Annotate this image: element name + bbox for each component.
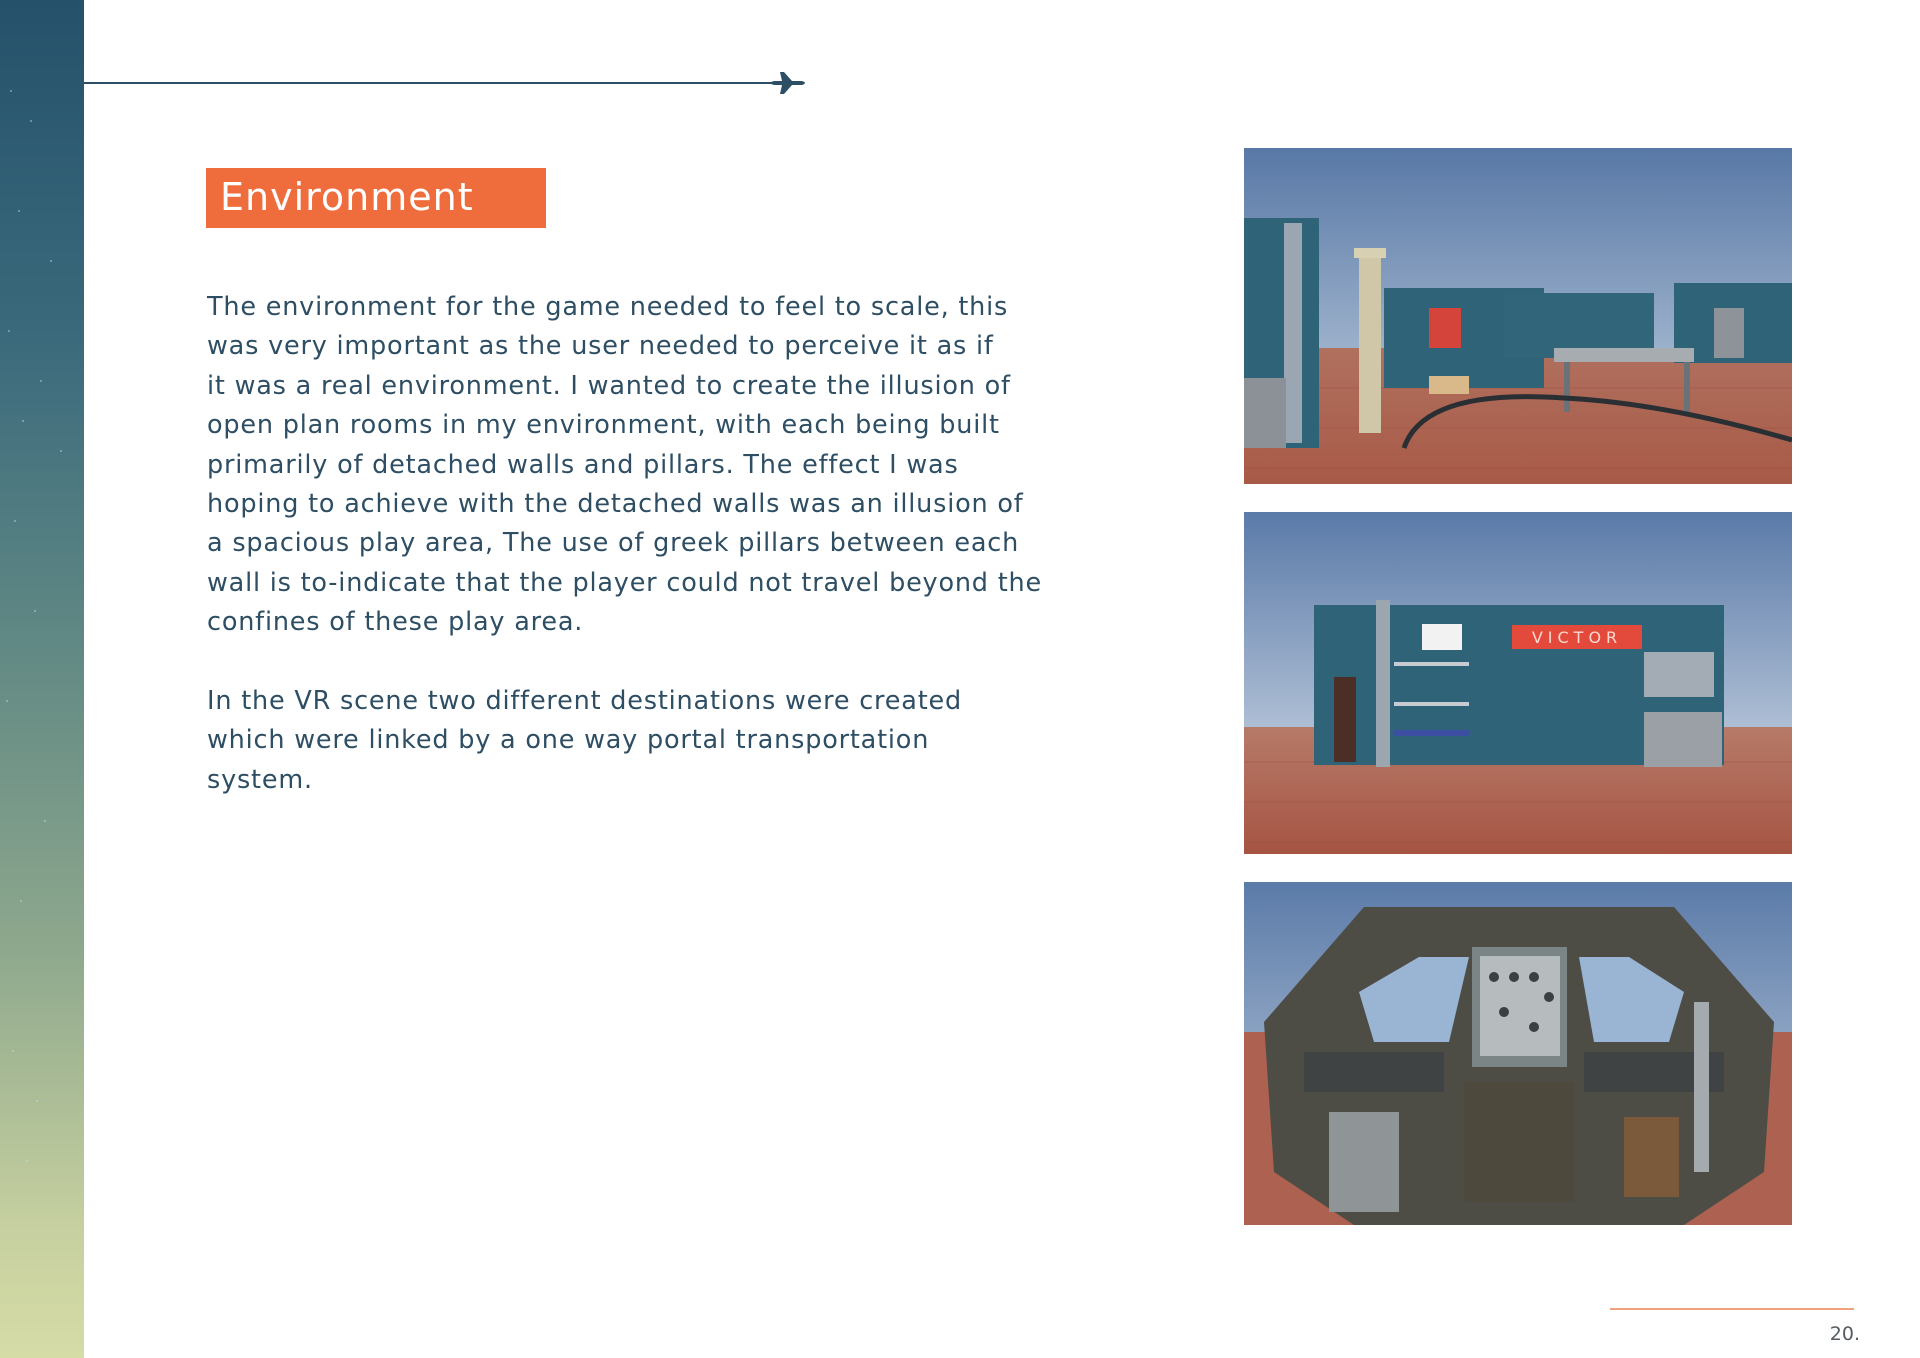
page-number: 20. xyxy=(1829,1323,1860,1345)
section-heading-box xyxy=(206,168,546,228)
footer-divider-line xyxy=(1610,1308,1854,1310)
section-heading: Environment xyxy=(220,175,474,219)
top-divider-line xyxy=(84,82,774,84)
decorative-side-strip xyxy=(0,0,84,1358)
paragraph-1: The environment for the game needed to feel to scale, this was very important as the user needed to perceive it as if it was a real environment. I wanted to create the illusion of open plan rooms in my environment, with each being built primarily of detached walls and pillars. The effect I was hoping to achieve with the detached walls was an illusion of a spacious play area, The use of greek pillars between each wall is to-indicate that the player could not travel beyond the confines of these play area. xyxy=(207,292,1042,638)
screenshot-cockpit xyxy=(1244,882,1792,1225)
screenshot-victor-wall xyxy=(1244,512,1792,854)
screenshot-lab-environment xyxy=(1244,148,1792,484)
body-text xyxy=(207,288,1087,840)
victor-sign: VICTOR xyxy=(1531,628,1623,647)
paragraph-2: In the VR scene two different destinations were created which were linked by a one way portal transportation system. xyxy=(207,686,962,795)
jet-icon xyxy=(768,70,808,96)
